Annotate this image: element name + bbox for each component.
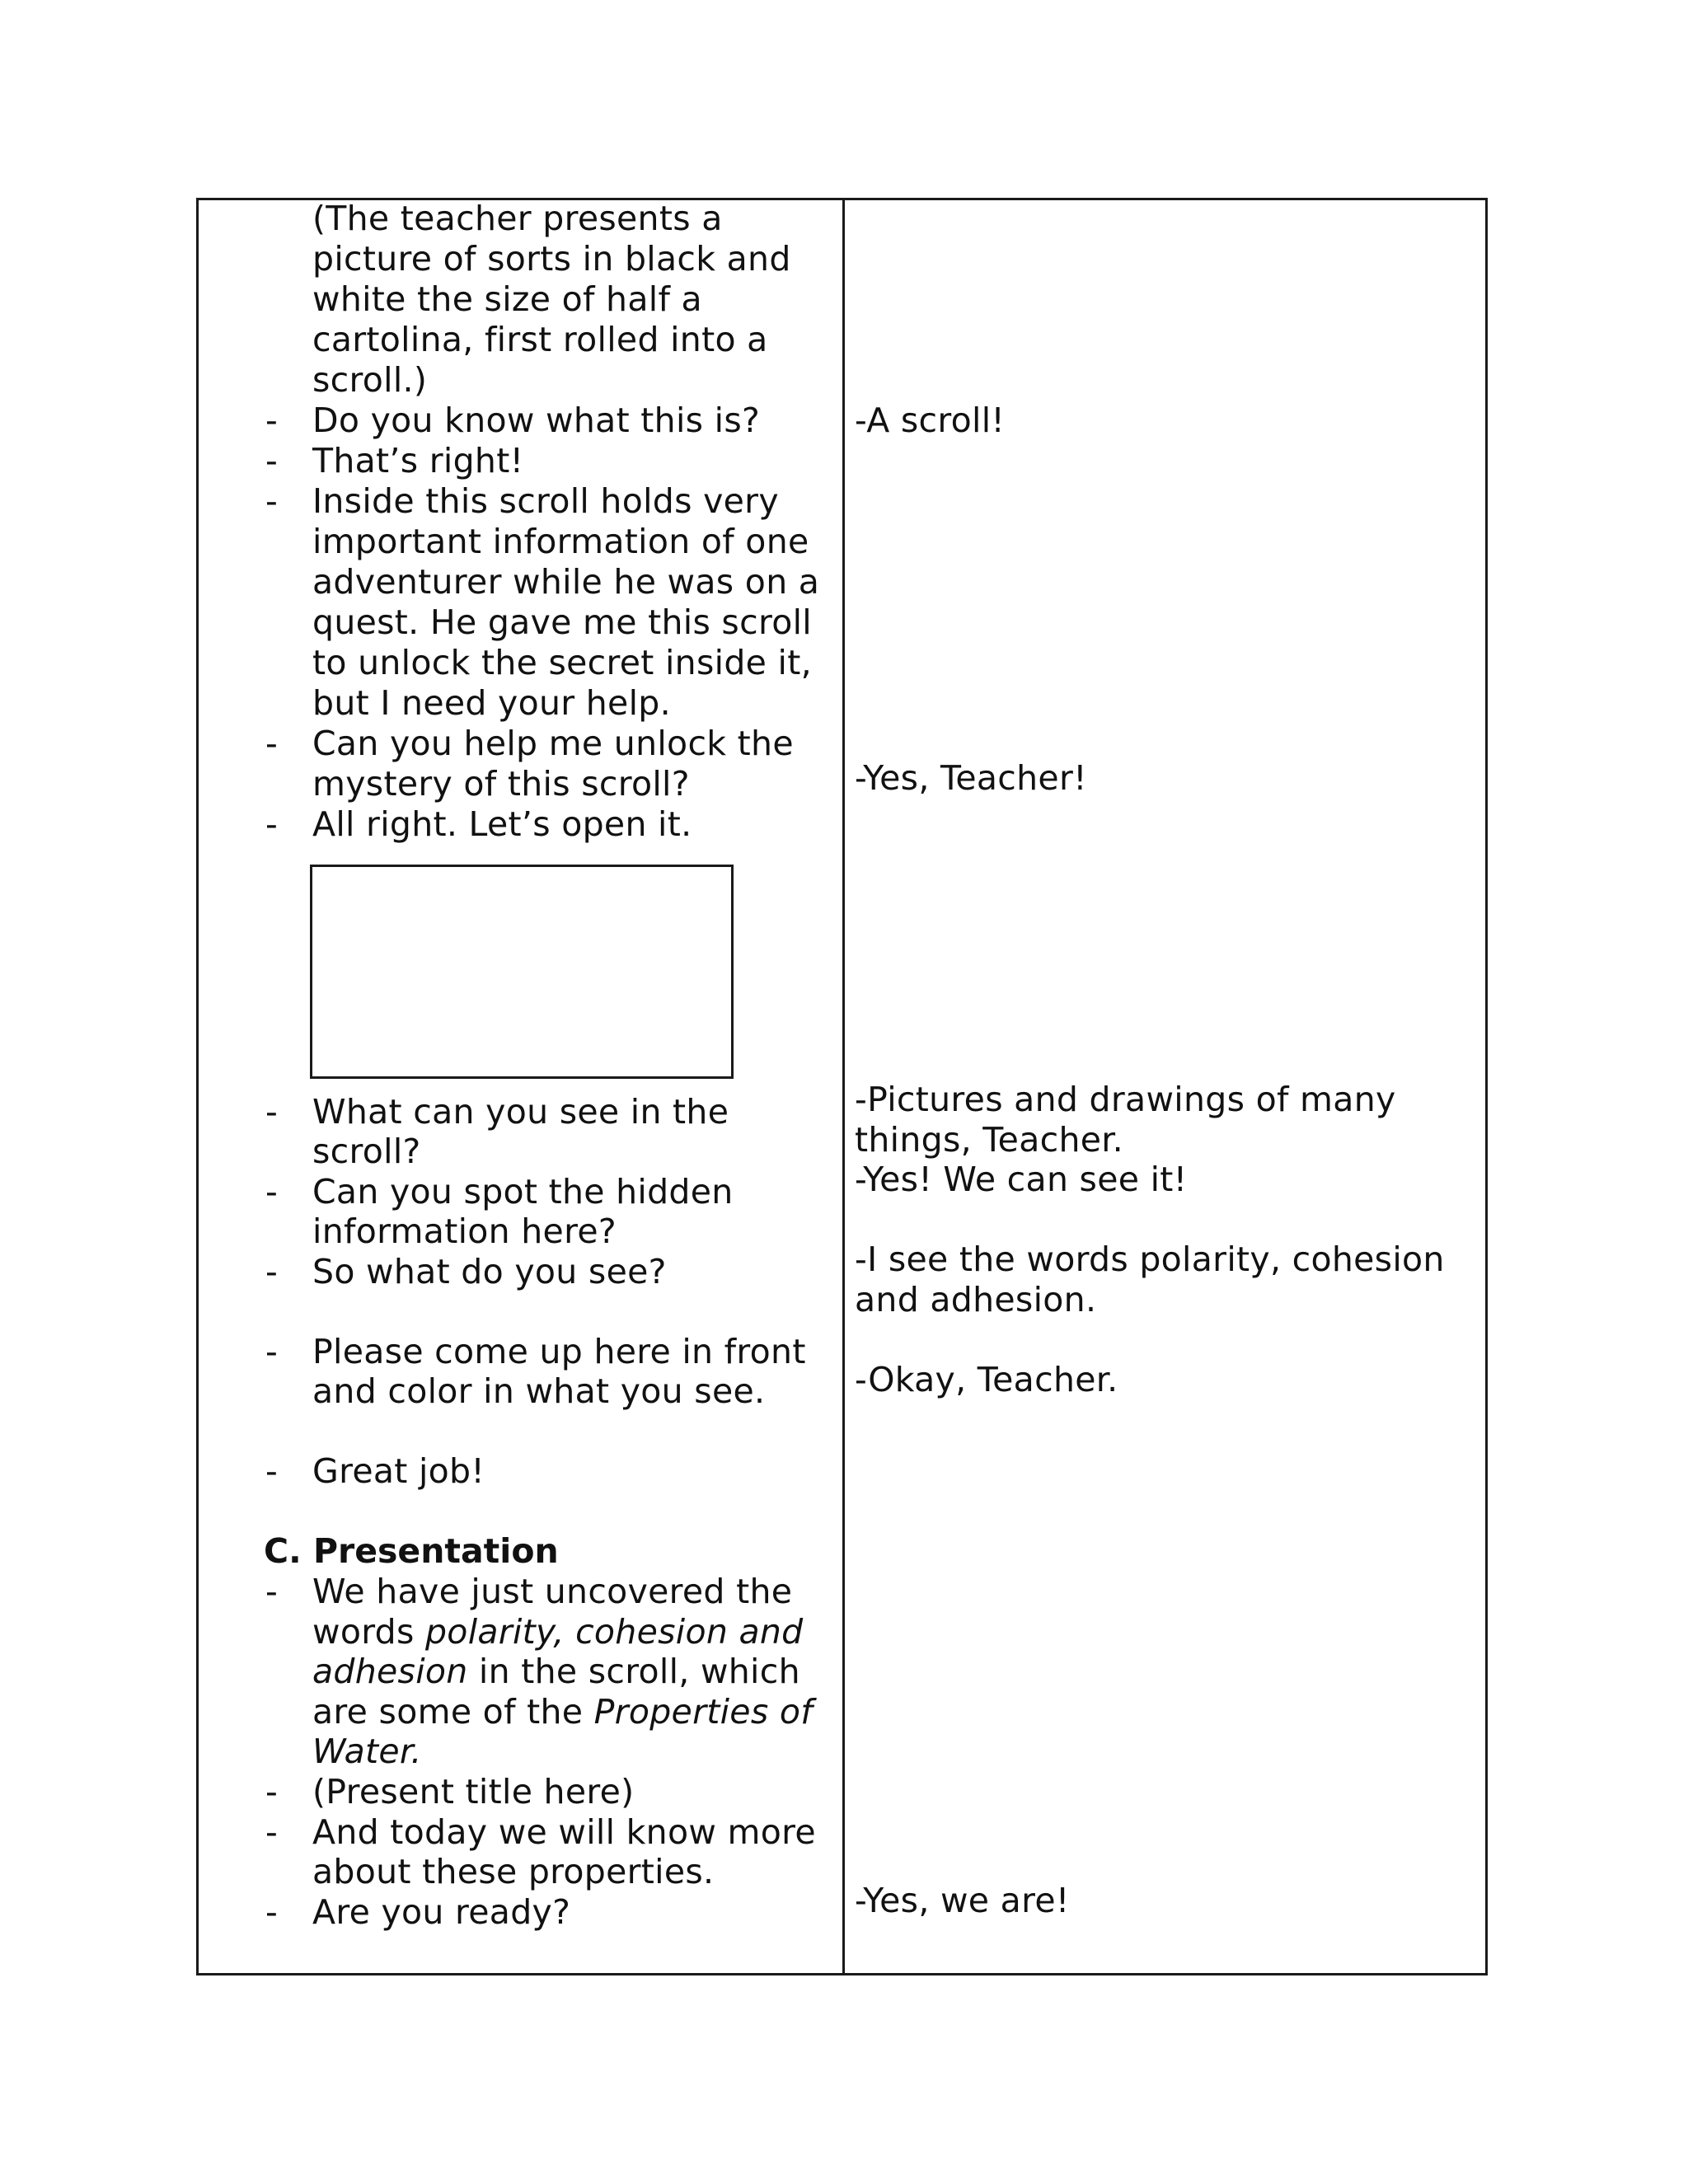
text-run: words bbox=[312, 1612, 425, 1652]
teacher-help-line: mystery of this scroll? bbox=[312, 764, 690, 804]
scroll-picture-box bbox=[310, 865, 734, 1079]
italic-term: Water. bbox=[312, 1732, 422, 1771]
teacher-inside-line: quest. He gave me this scroll bbox=[312, 602, 812, 642]
bullet-dash: - bbox=[265, 1451, 278, 1491]
text-run: in the scroll, which bbox=[467, 1652, 800, 1691]
teacher-great-job: Great job! bbox=[312, 1451, 485, 1491]
student-response: -Yes! We can see it! bbox=[855, 1160, 1188, 1199]
bullet-dash: - bbox=[265, 1252, 278, 1291]
teacher-so-what: So what do you see? bbox=[312, 1252, 667, 1291]
italic-term: polarity, cohesion and bbox=[424, 1612, 804, 1652]
presentation-present-title: (Present title here) bbox=[312, 1772, 635, 1811]
student-response: -Okay, Teacher. bbox=[855, 1360, 1118, 1399]
bullet-dash: - bbox=[265, 1172, 278, 1212]
presentation-today-line: about these properties. bbox=[312, 1852, 715, 1891]
presentation-line bbox=[312, 1732, 422, 1772]
student-response: things, Teacher. bbox=[855, 1120, 1123, 1160]
teacher-open: All right. Let’s open it. bbox=[312, 804, 692, 844]
text-run: are some of the bbox=[312, 1692, 594, 1732]
bullet-dash: - bbox=[265, 1892, 278, 1932]
section-heading-presentation: C. Presentation bbox=[264, 1531, 559, 1571]
bullet-dash: - bbox=[265, 1812, 278, 1852]
presentation-ready: Are you ready? bbox=[312, 1892, 571, 1932]
teacher-inside-line: Inside this scroll holds very bbox=[312, 481, 779, 521]
student-response: -I see the words polarity, cohesion bbox=[855, 1240, 1445, 1279]
teacher-see-line: scroll? bbox=[312, 1132, 421, 1171]
student-response: -Yes, Teacher! bbox=[855, 758, 1087, 798]
italic-term: adhesion bbox=[312, 1652, 468, 1691]
presentation-line bbox=[312, 1612, 804, 1652]
teacher-intro-line: picture of sorts in black and bbox=[312, 239, 791, 279]
presentation-line: We have just uncovered the bbox=[312, 1572, 793, 1611]
teacher-spot-line: information here? bbox=[312, 1212, 617, 1251]
teacher-intro-line: cartolina, first rolled into a bbox=[312, 320, 768, 359]
teacher-come-up-line: Please come up here in front bbox=[312, 1332, 806, 1371]
bullet-dash: - bbox=[265, 441, 278, 480]
teacher-inside-line: adventurer while he was on a bbox=[312, 562, 820, 602]
student-response: -A scroll! bbox=[855, 401, 1006, 440]
teacher-intro-line: scroll.) bbox=[312, 360, 428, 400]
bullet-dash: - bbox=[265, 481, 278, 521]
italic-term: Properties of bbox=[593, 1692, 813, 1732]
student-response: and adhesion. bbox=[855, 1280, 1097, 1319]
teacher-intro-line: (The teacher presents a bbox=[312, 199, 723, 238]
bullet-dash: - bbox=[265, 401, 278, 440]
presentation-line bbox=[312, 1692, 813, 1732]
teacher-intro-line: white the size of half a bbox=[312, 279, 702, 319]
bullet-dash: - bbox=[265, 724, 278, 763]
teacher-thats-right: That’s right! bbox=[312, 441, 524, 480]
teacher-question-know: Do you know what this is? bbox=[312, 401, 761, 440]
presentation-line bbox=[312, 1652, 800, 1692]
bullet-dash: - bbox=[265, 1332, 278, 1371]
student-response: -Pictures and drawings of many bbox=[855, 1080, 1396, 1119]
column-divider bbox=[842, 200, 845, 1973]
presentation-today-line: And today we will know more bbox=[312, 1812, 816, 1852]
teacher-help-line: Can you help me unlock the bbox=[312, 724, 794, 763]
bullet-dash: - bbox=[265, 1092, 278, 1132]
teacher-inside-line: to unlock the secret inside it, bbox=[312, 643, 812, 682]
teacher-inside-line: but I need your help. bbox=[312, 683, 671, 723]
teacher-see-line: What can you see in the bbox=[312, 1092, 729, 1132]
teacher-spot-line: Can you spot the hidden bbox=[312, 1172, 734, 1212]
bullet-dash: - bbox=[265, 804, 278, 844]
student-response: -Yes, we are! bbox=[855, 1881, 1070, 1920]
bullet-dash: - bbox=[265, 1772, 278, 1811]
bullet-dash: - bbox=[265, 1572, 278, 1611]
teacher-inside-line: important information of one bbox=[312, 522, 809, 561]
teacher-come-up-line: and color in what you see. bbox=[312, 1371, 766, 1411]
